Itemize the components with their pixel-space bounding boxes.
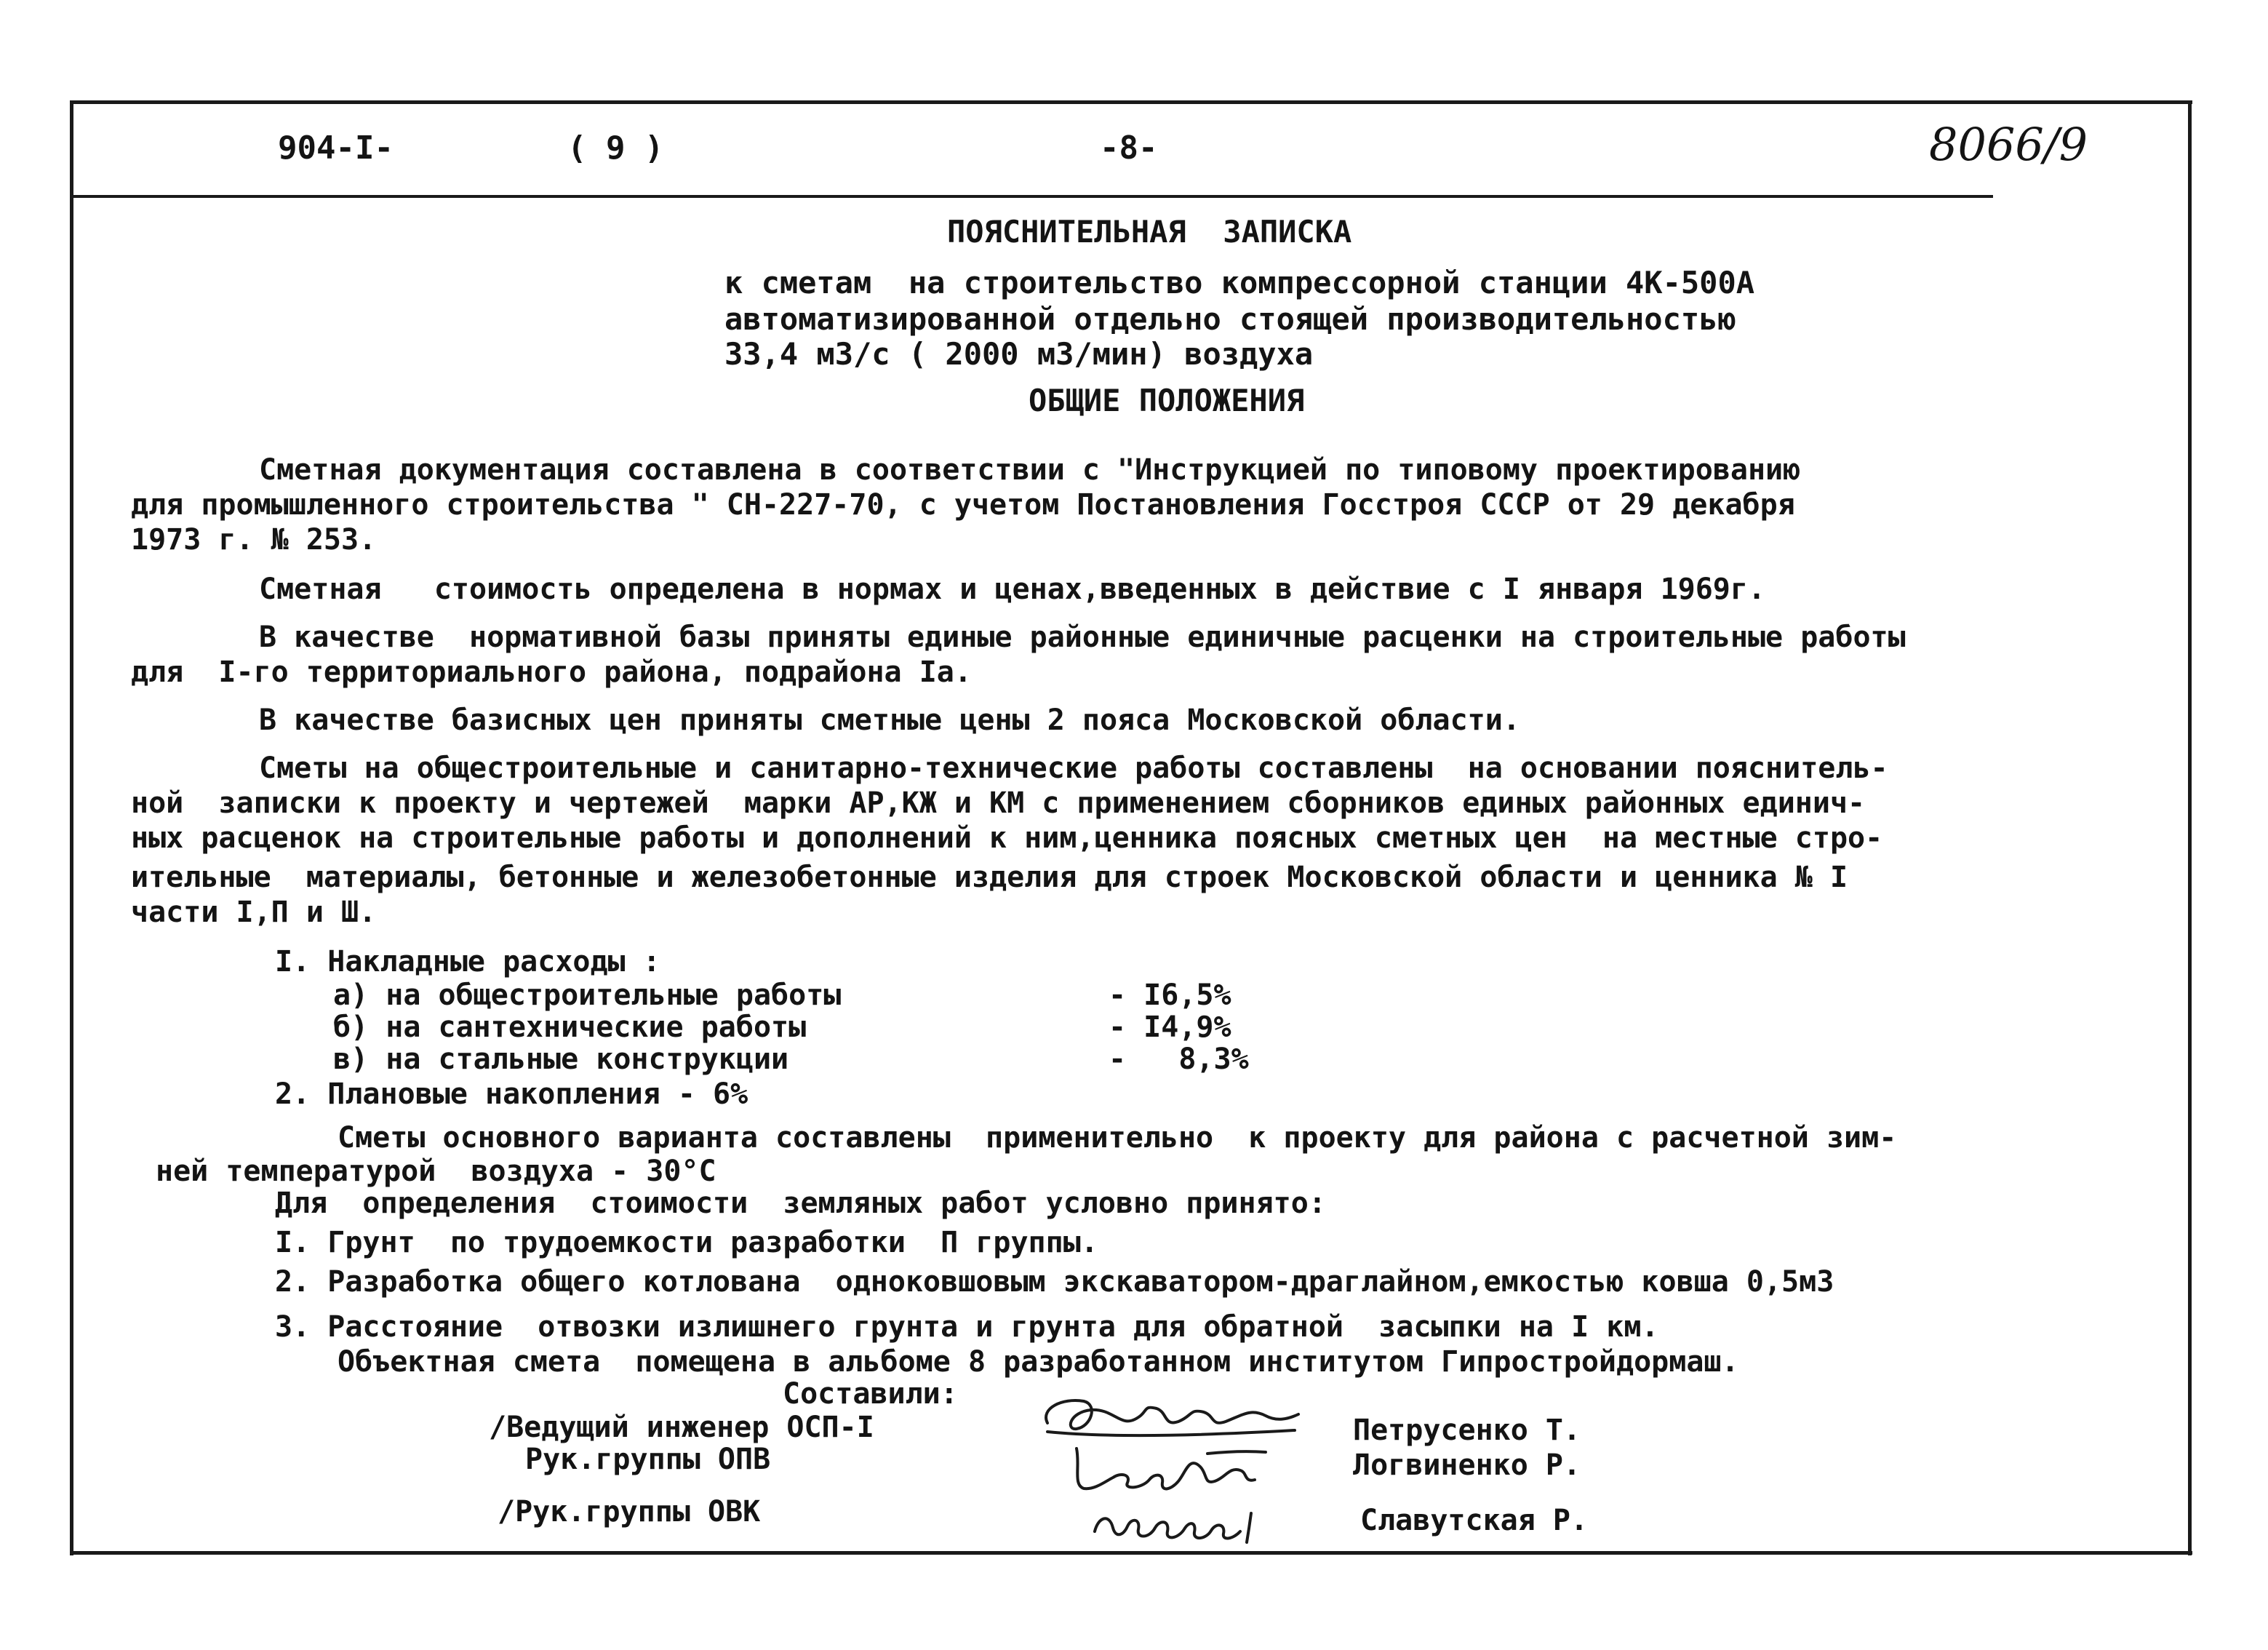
signatory-role: /Ведущий инженер ОСП-I	[489, 1411, 874, 1444]
paragraph-1-line-2: для промышленного строительства " СН-227-70, с учетом Постановления Госстроя СССР от 29 декабря	[131, 488, 1795, 522]
paragraph-2: Сметная стоимость определена в нормах и ценах,введенных в действие с I января 1969г.	[259, 573, 1766, 606]
frame-right	[2188, 100, 2192, 1555]
signature-petrusenko	[1033, 1387, 1309, 1445]
section-title: ОБЩИЕ ПОЛОЖЕНИЯ	[1029, 383, 1305, 418]
paragraph-5-line-2: ной записки к проекту и чертежей марки АР,КЖ и КМ с применением сборников единых районных единич-	[131, 786, 1866, 820]
paragraph-3-line-2: для I-го территориального района, подрайона Iа.	[131, 655, 972, 689]
inventory-number: 8066/9	[1929, 118, 2088, 171]
signatory-name: Логвиненко Р.	[1353, 1448, 1581, 1482]
overheads-item-label: б) на сантехнические работы	[333, 1011, 807, 1044]
overheads-item-value: - I6,5%	[1109, 979, 1231, 1012]
issue-number: ( 9 )	[567, 129, 664, 167]
overheads-item-value: - 8,3%	[1109, 1043, 1249, 1076]
overheads-item-label: а) на общестроительные работы	[333, 979, 842, 1012]
object-estimate: Объектная смета помещена в альбоме 8 разработанном институтом Гипростройдормаш.	[338, 1345, 1739, 1379]
signatory-name: Славутская Р.	[1360, 1504, 1589, 1537]
signatory-name: Петрусенко Т.	[1353, 1414, 1581, 1447]
frame-top	[70, 100, 2192, 104]
signature-logvinenko	[1062, 1438, 1280, 1503]
signatures-title: Составили:	[783, 1377, 958, 1411]
frame-left	[70, 100, 73, 1555]
frame-bottom	[70, 1551, 2192, 1555]
document-code: 904-I-	[278, 129, 394, 167]
variant-line-1: Сметы основного варианта составлены применительно к проекту для района с расчетной зим-	[338, 1121, 1897, 1155]
paragraph-4: В качестве базисных цен приняты сметные цены 2 пояса Московской области.	[259, 704, 1520, 737]
subtitle-line-1: к сметам на строительство компрессорной станции 4К-500А	[724, 265, 1755, 300]
paragraph-5-line-1: Сметы на общестроительные и санитарно-технические работы составлены на основании пояснитель-	[259, 752, 1888, 785]
subtitle-line-3: 33,4 м3/с ( 2000 м3/мин) воздуха	[724, 336, 1314, 372]
overheads-item-value: - I4,9%	[1109, 1011, 1231, 1044]
signatory-role: /Рук.группы ОВК	[498, 1495, 761, 1529]
header-divider	[73, 195, 1993, 198]
overheads-item-label: в) на стальные конструкции	[333, 1043, 789, 1076]
document-title: ПОЯСНИТЕЛЬНАЯ ЗАПИСКА	[947, 214, 1352, 250]
page-number: -8-	[1100, 129, 1158, 167]
earthworks-intro: Для определения стоимости земляных работ условно принято:	[275, 1187, 1326, 1220]
paragraph-5-line-5: части I,П и Ш.	[131, 896, 377, 929]
paragraph-5-line-3: ных расценок на строительные работы и дополнений к ним,ценника поясных сметных цен на местные стро-	[131, 821, 1883, 855]
paragraph-1-line-1: Сметная документация составлена в соответствии с "Инструкцией по типовому проектированию	[259, 453, 1801, 487]
overheads-title: I. Накладные расходы :	[275, 945, 660, 979]
variant-line-2: ней температурой воздуха - 30°С	[156, 1155, 716, 1188]
paragraph-5-line-4: ительные материалы, бетонные и железобетонные изделия для строек Московской области и ценника № I	[131, 861, 1848, 894]
earthworks-item: 2. Разработка общего котлована одноковшовым экскаватором-драглайном,емкостью ковша 0,5м3	[275, 1265, 1834, 1299]
planned-savings: 2. Плановые накопления - 6%	[275, 1077, 748, 1111]
signatory-role: Рук.группы ОПВ	[525, 1443, 771, 1476]
earthworks-item: I. Грунт по трудоемкости разработки П группы.	[275, 1226, 1098, 1259]
signature-slavutskaya	[1084, 1499, 1273, 1550]
paragraph-1-line-3: 1973 г. № 253.	[131, 523, 377, 557]
earthworks-item: 3. Расстояние отвозки излишнего грунта и грунта для обратной засыпки на I км.	[275, 1310, 1659, 1344]
subtitle-line-2: автоматизированной отдельно стоящей производительностью	[724, 301, 1736, 337]
paragraph-3-line-1: В качестве нормативной базы приняты единые районные единичные расценки на строительные работы	[259, 621, 1906, 654]
